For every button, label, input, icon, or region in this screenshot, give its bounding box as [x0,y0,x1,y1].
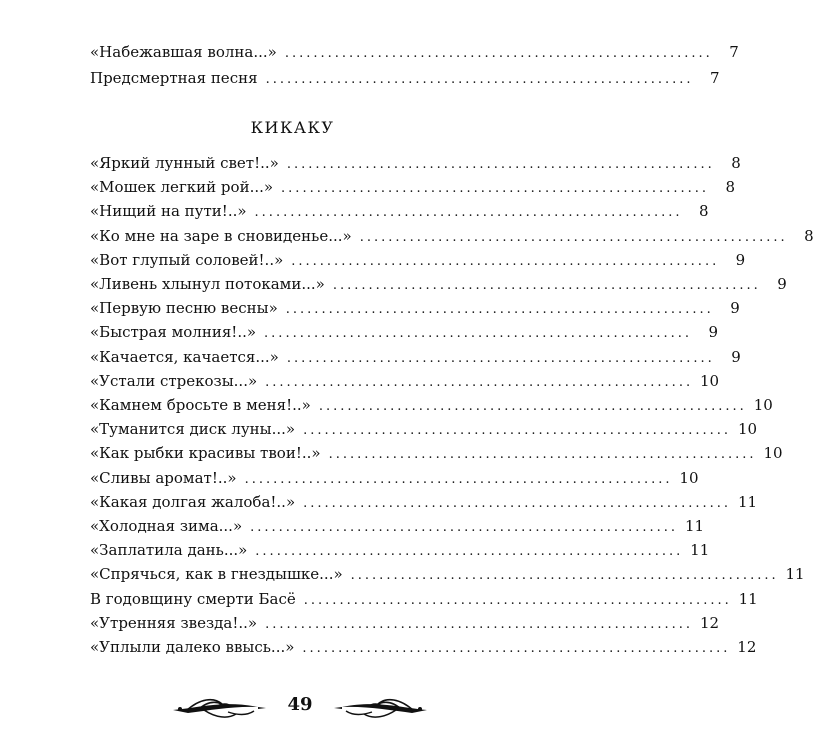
toc-entry-page: 11 [690,541,710,560]
dot-leader: ............................................................ [265,72,694,87]
toc-entry-page: 8 [804,226,814,245]
toc-entry [90,562,805,586]
toc-entry [90,635,757,659]
dot-leader: ............................................................ [303,423,732,439]
section-heading: КИКАКУ [250,118,335,137]
dot-leader: ............................................................ [281,181,709,197]
toc-entry-title: «Заплатила дань...» [90,541,248,560]
page-footer [0,688,600,728]
toc-entry-title: «Нищий на пути!..» [90,202,247,221]
toc-entry [90,199,709,223]
dot-leader: ............................................................ [350,568,779,584]
toc-entry-page: 8 [698,202,709,221]
dot-leader: ............................................................ [244,471,673,487]
toc-entry [90,417,758,441]
toc-entry-page: 9 [735,250,746,269]
toc-entry-page: 12 [737,638,757,656]
toc-entry-page: 8 [731,154,741,172]
dot-leader: ............................................................ [265,374,694,390]
toc-entry-title: «Какая долгая жалоба!..» [90,492,296,511]
toc-entry-title: «Быстрая молния!..» [90,323,257,342]
toc-entry-title: В годовщину смерти Басё [90,589,296,608]
toc-entry-page: 10 [700,371,720,390]
toc-entry [90,466,699,490]
toc-entry [90,248,746,272]
dot-leader: ............................................................ [328,447,757,463]
toc-entry-title: «Мошек легкий рой...» [90,178,274,197]
toc-entry [90,490,758,514]
toc-entry-title: «Уплыли далеко ввысь...» [90,638,295,656]
toc-entry [90,272,787,296]
toc-entry-title: «Вот глупый соловей!..» [90,250,284,269]
toc-entry-page: 8 [725,178,735,197]
toc-entry-page: 9 [777,275,787,293]
toc-entry [90,40,739,64]
toc-entry-page: 11 [785,565,805,584]
toc-entry [90,611,720,635]
toc-entry-page: 10 [753,396,773,414]
toc-entry-title: «Холодная зима...» [90,517,243,535]
dot-leader: ............................................................ [255,544,684,560]
toc-entry [90,369,720,393]
toc-entry-title: «Ко мне на заре в сновиденье...» [90,226,352,245]
toc-entry [90,224,814,248]
dot-leader: ............................................................ [291,253,720,269]
dot-leader: ............................................................ [265,616,694,632]
toc-entry-title: «Устали стрекозы...» [90,371,258,390]
toc-entry-page: 9 [730,299,740,318]
page-number: 49 [287,694,313,715]
dot-leader: ............................................................ [285,302,714,318]
toc-entry-title: «Яркий лунный свет!..» [90,154,279,172]
toc-entry-page: 9 [708,323,718,342]
toc-entry-page: 12 [699,613,720,632]
dot-leader: ............................................................ [318,399,747,414]
toc-entry-page: 11 [737,492,758,511]
toc-entry-title: «Утренняя звезда!..» [90,613,258,632]
toc-entry-title: «Спрячься, как в гнездышке...» [90,565,343,584]
toc-entry [90,393,773,417]
dot-leader: ............................................................ [250,520,679,535]
dot-leader: ............................................................ [284,46,713,61]
toc-entry [90,538,710,562]
toc-entry [90,296,740,320]
dot-leader: ............................................................ [286,350,715,366]
dot-leader: ............................................................ [286,157,715,172]
toc-entry [90,151,741,175]
toc-entry-title: «Туманится диск луны...» [90,420,296,439]
dot-leader: ............................................................ [254,205,683,221]
toc-entry-page: 7 [709,69,720,87]
toc-entry [90,320,718,344]
left-ornament-icon [8,688,268,728]
toc-entry-title: «Набежавшая волна...» [90,43,277,61]
toc-entry-title: «Первую песню весны» [90,299,278,318]
toc-entry-page: 11 [738,589,758,608]
toc-entry-page: 10 [737,420,758,439]
dot-leader: ............................................................ [264,326,692,342]
dot-leader: ............................................................ [332,278,761,293]
toc-entry [90,345,741,369]
toc-entry-page: 10 [679,468,699,487]
toc-entry-title: «Сливы аромат!..» [90,468,237,487]
toc-entry [90,66,720,90]
toc-entry [90,441,783,465]
toc-entry-title: «Как рыбки красивы твои!..» [90,444,321,463]
dot-leader: ............................................................ [302,641,731,656]
toc-entry-title: Предсмертная песня [90,69,258,87]
toc-entry-title: «Качается, качается...» [90,347,279,366]
toc-entry-page: 11 [684,517,705,535]
dot-leader: ............................................................ [303,495,732,511]
dot-leader: ............................................................ [303,592,732,608]
toc-entry [90,587,758,611]
toc-entry-page: 7 [729,43,739,61]
toc-entry [90,175,735,199]
toc-entry-page: 9 [731,347,741,366]
right-ornament-icon [332,688,592,728]
toc-entry-page: 10 [763,444,783,463]
toc-entry-title: «Камнем бросьте в меня!..» [90,396,311,414]
toc-entry-title: «Ливень хлынул потоками...» [90,275,325,293]
toc-entry [90,514,705,538]
dot-leader: ............................................................ [359,229,788,245]
